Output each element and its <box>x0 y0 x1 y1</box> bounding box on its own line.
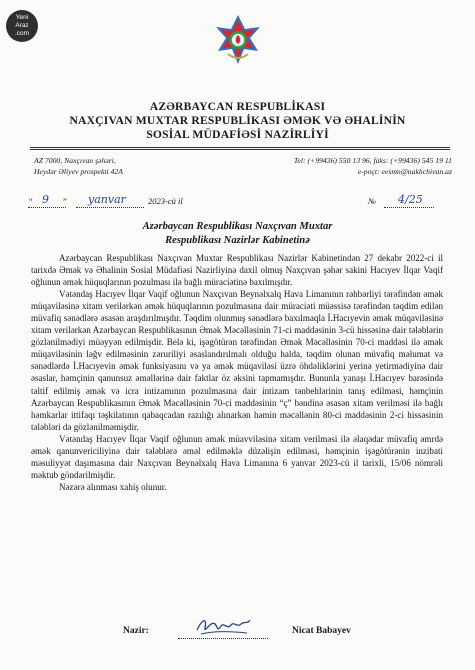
body-paragraph-4: Nəzərə alınması xahiş olunur. <box>59 481 167 492</box>
signature-label: Nazir: <box>123 626 149 636</box>
handwritten-signature-icon <box>193 612 253 640</box>
site-watermark-logo: Yeni Araz .com <box>6 10 38 42</box>
state-emblem-icon <box>212 14 264 66</box>
date-month: yanvar <box>88 193 126 206</box>
date-day: 9 <box>42 193 49 206</box>
letter-body <box>31 252 443 493</box>
document-title-line-3: SOSİAL MÜDAFİƏSİ NAZİRLİYİ <box>146 128 329 141</box>
sender-address: AZ 7000, Naxçıvan şəhəri, Heydər Əliyev prospekti 42A <box>34 156 123 176</box>
date-quote-close: ” <box>62 196 67 206</box>
date-year: 2023-cü il <box>148 196 183 206</box>
recipient-line-1: Azərbaycan Respublikası Naxçıvan Muxtar <box>142 221 333 232</box>
recipient-line-2: Respublikası Nazirlər Kabinetinə <box>165 235 310 246</box>
header-rule-top <box>30 147 450 148</box>
document-number: 4/25 <box>398 193 423 206</box>
date-quote-open: “ <box>28 196 33 206</box>
sender-contacts: Tel: (+99436) 550 13 96, faks: (+99436) 545 19 11 e-poçt: eesmn@nakhchivan.az <box>293 156 452 176</box>
date-day-underline <box>28 207 66 208</box>
document-number-underline <box>384 207 434 208</box>
document-title-line-2: NAXÇIVAN MUXTAR RESPUBLİKASI ƏMƏK VƏ ƏHALİNİN <box>69 114 406 127</box>
document-title-line-1: AZƏRBAYCAN RESPUBLİKASI <box>149 100 326 113</box>
body-paragraph-1: Azərbaycan Respublikası Naxçıvan Muxtar Respublikası Nazirlər Kabinetindən 27 dekabr 2022-ci il tarixdə Əmək və Əhalinin Sosial Müdafiəsi Nazirliyinə daxil olmuş Naxçıvan şəhər sakini Hacıyev İlqar Vaqif oğlunun əmək hüquqlarının pozulması ilə bağlı müraciətinə baxılmışdır. <box>31 253 443 288</box>
signatory-name: Nicat Babayev <box>292 626 351 636</box>
signature-line <box>178 638 268 639</box>
header-rule-bottom <box>30 149 450 150</box>
date-month-underline <box>76 207 144 208</box>
body-paragraph-3: Vətəndaş Hacıyev İlqar Vaqif oğlunun əmək müavviləsinə xitam verilməsi ilə əlaqədar müvafiq əmrdə əmək qanunvericiliyinə dair tələblərə əməl edilməklə düzəlişin edilməsi, həmçinin işəgötürənin inzibati məsuliyyət daşımasına dair Naxçıvan Beynəlxalq Hava Limanına 6 yanvar 2023-cü il tarixli, 15/06 nömrəli məktub göndərilmişdir. <box>31 433 443 480</box>
body-paragraph-2: Vətəndaş Hacıyev İlqar Vaqif oğlunun Naxçıvan Beynəlxalq Hava Limanının rəhbərliyi tərəfindən əmək müqaviləsinə xitam verilərkən əmək hüquqlarının pozulmasına dair müraciəti müəssisə tərəfindən təqdim edilən müvafiq sənədlərə əsasən araşdırılmışdır. Təqdim olunmuş sənədlərə baxılmaqla İ.Hacıyevin əmək müqaviləsinə xitam verilərkən Azərbaycan Respublikasının Əmək Məcəlləsinin 71-ci maddəsinin 3-cü hissəsinə dair tələblərin gözlənilmədiyi müəyyən edilmişdir. Belə ki, işəgötürən tərəfindən Əmək Məcəlləsinin 70-ci maddəsi ilə əmək müqaviləsinin ləğv edilməsinin zəruriliyi əsaslandırılmalı olduğu halda, təqdim olunan müvafiq məlumat və sənədlərdə İ.Hacıyevin əmək funksiyasını və ya əmək müqaviləsi üzrə öhdəliklərini yerinə yetirmədiyinə dair əsaslar, həmçinin qanunsuz əməllərinə dair faktlar öz əksini tapmamışdır. Bununla yanaşı İ.Hacıyev barəsində təltif edilmiş əmək və icra intizamının pozulmasına dair intizam tənbehlərinin tanış edilməsi, həmçinin Azərbaycan Respublikasının Əmək Məcəlləsinin 70-ci maddəsinin “ç” bəndinə əsasən xitam verilməsi ilə bağlı həmkarlar ittifaqı təşkilatının qabaqcadan razılığı alınarkən həmin məcəllənin 80-ci maddəsinin 2-ci hissəsinin tələbləri də gözlənilməmişdir. <box>31 289 443 432</box>
document-number-label: № <box>368 196 377 206</box>
